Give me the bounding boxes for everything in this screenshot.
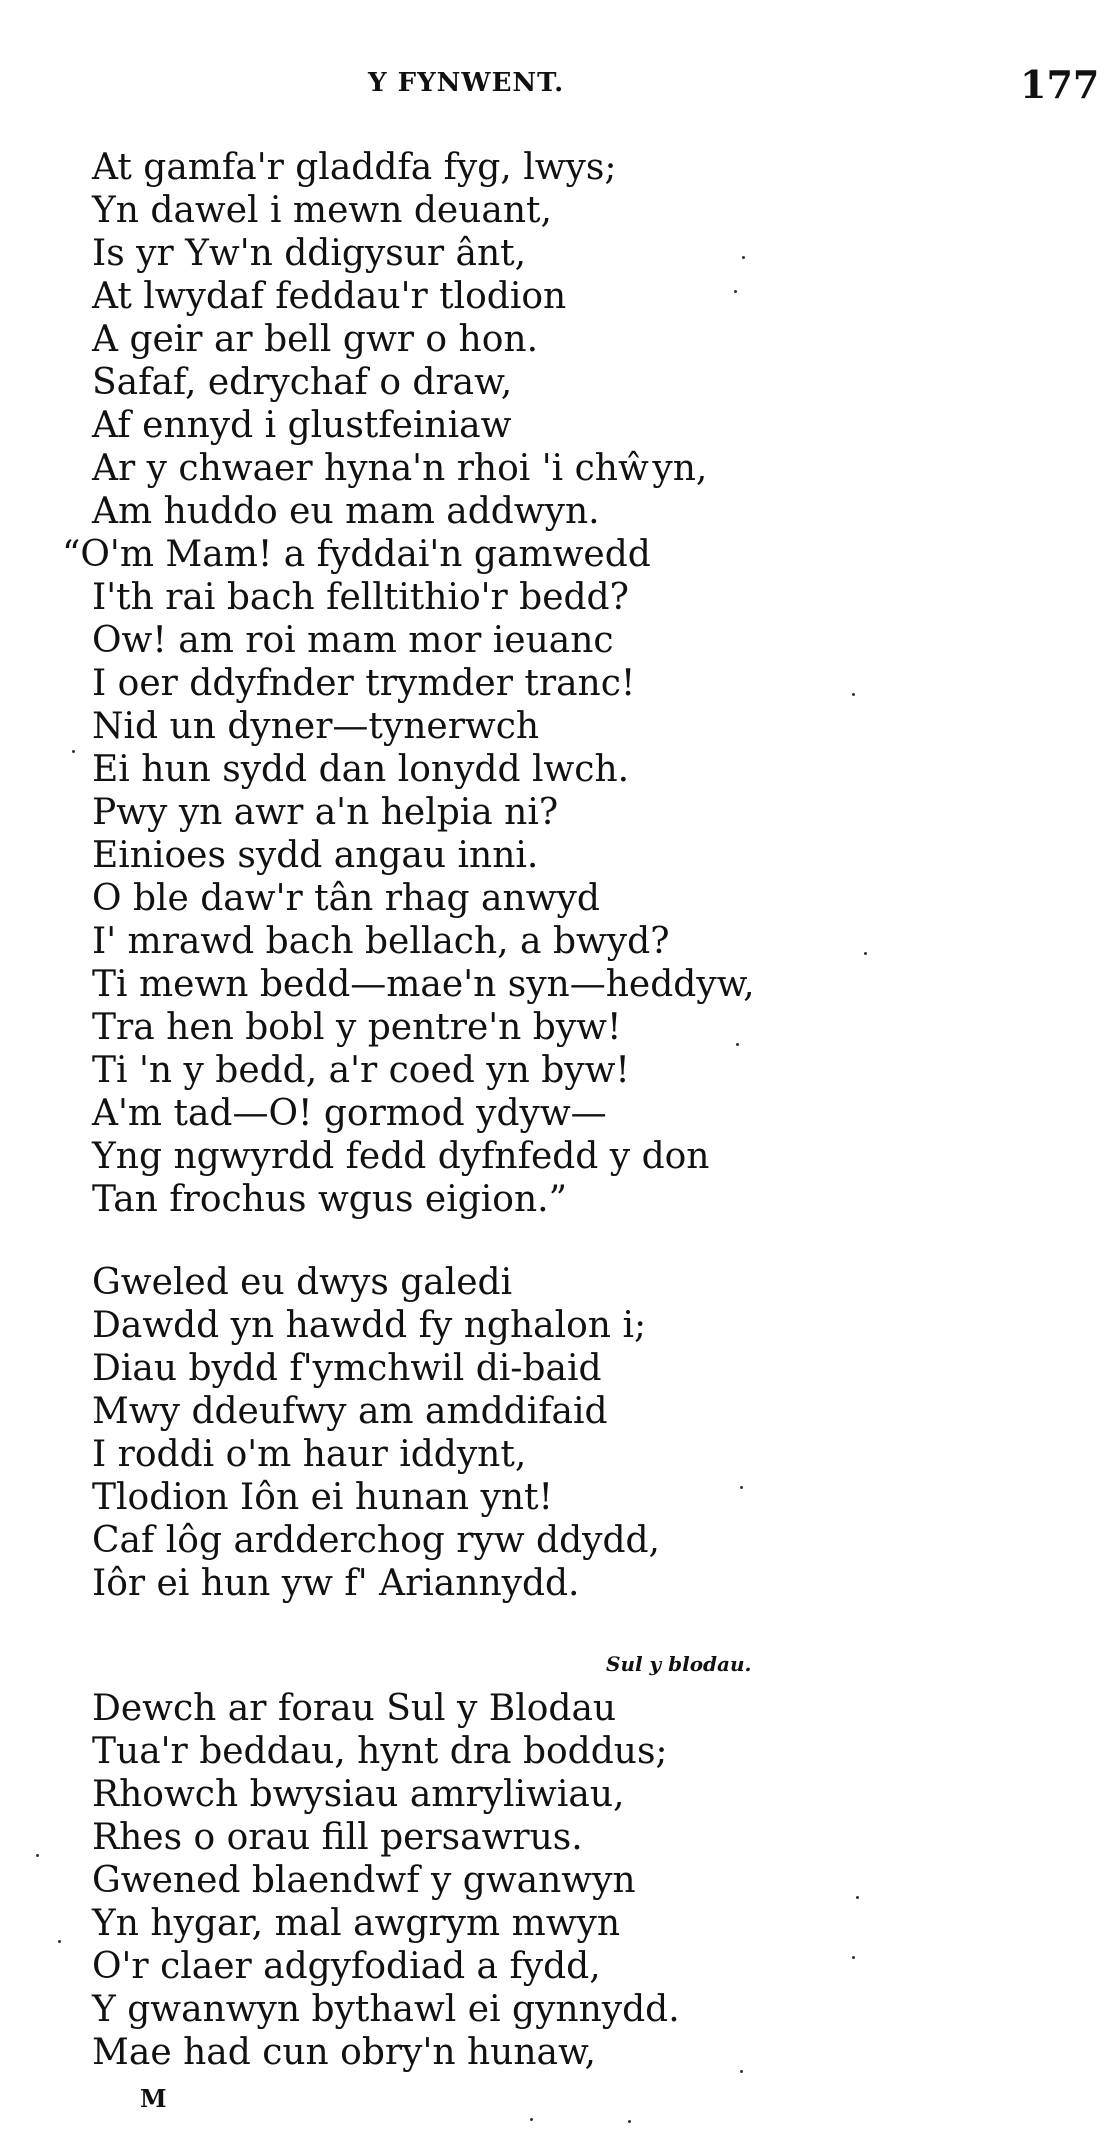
verse-line: Yn hygar, mal awgrym mwyn: [92, 1903, 621, 1944]
verse-line: Tan frochus wgus eigion.”: [92, 1179, 568, 1220]
verse-line: Dewch ar forau Sul y Blodau: [92, 1688, 617, 1729]
print-speck: [734, 290, 737, 293]
signature-mark: M: [140, 2084, 167, 2113]
verse-line: Caf lôg ardderchog ryw ddydd,: [92, 1520, 661, 1561]
verse-line: At lwydaf feddau'r tlodion: [92, 276, 567, 317]
verse-line: Rhowch bwysiau amryliwiau,: [92, 1774, 625, 1815]
stanza-3: [92, 1687, 680, 2074]
print-speck: [36, 1854, 39, 1857]
print-speck: [852, 1956, 855, 1959]
verse-line: Gwened blaendwf y gwanwyn: [92, 1860, 636, 1901]
verse-line: Ti 'n y bedd, a'r coed yn byw!: [92, 1050, 630, 1091]
verse-line: Tlodion Iôn ei hunan ynt!: [92, 1477, 553, 1518]
page-number: 177: [1020, 62, 1100, 107]
print-speck: [58, 1940, 61, 1943]
stanza-2: [92, 1261, 660, 1605]
stanza-1: [62, 146, 755, 1221]
verse-line: Ti mewn bedd—mae'n syn—heddyw,: [92, 964, 755, 1005]
print-speck: [864, 952, 867, 955]
print-speck: [740, 1486, 743, 1489]
print-speck: [72, 750, 75, 753]
verse-line: Ei hun sydd dan lonydd lwch.: [92, 749, 630, 790]
verse-line: O ble daw'r tân rhag anwyd: [92, 878, 600, 919]
print-speck: [740, 2070, 743, 2073]
verse-line: Yn dawel i mewn deuant,: [92, 190, 552, 231]
print-speck: [530, 2118, 533, 2121]
verse-line: Iôr ei hun yw f' Ariannydd.: [92, 1563, 580, 1604]
print-speck: [628, 2120, 631, 2123]
verse-line: Tua'r beddau, hynt dra boddus;: [92, 1731, 668, 1772]
running-head: [0, 62, 1119, 107]
verse-line: A geir ar bell gwr o hon.: [92, 319, 539, 360]
verse-line: I roddi o'm haur iddynt,: [92, 1434, 527, 1475]
verse-line: I' mrawd bach bellach, a bwyd?: [92, 921, 670, 962]
verse-line: Safaf, edrychaf o draw,: [92, 362, 513, 403]
verse-line: Mwy ddeufwy am amddifaid: [92, 1391, 608, 1432]
verse-line: Tra hen bobl y pentre'n byw!: [92, 1007, 622, 1048]
verse-line: At gamfa'r gladdfa fyg, lwys;: [92, 147, 617, 188]
verse-line: Gweled eu dwys galedi: [92, 1262, 513, 1303]
verse-line: Mae had cun obry'n hunaw,: [92, 2032, 596, 2073]
print-speck: [852, 693, 855, 696]
verse-line: Is yr Yw'n ddigysur ânt,: [92, 233, 527, 274]
verse-line: Dawdd yn hawdd fy nghalon i;: [92, 1305, 647, 1346]
verse-line: “O'm Mam! a fyddai'n gamwedd: [62, 534, 651, 575]
print-speck: [742, 256, 745, 259]
verse-line: Diau bydd f'ymchwil di-baid: [92, 1348, 602, 1389]
verse-line: Rhes o orau fill persawrus.: [92, 1817, 583, 1858]
verse-line: Ow! am roi mam mor ieuanc: [92, 620, 614, 661]
verse-line: I'th rai bach felltithio'r bedd?: [92, 577, 629, 618]
verse-line: A'm tad—O! gormod ydyw—: [92, 1093, 607, 1134]
running-title: Y FYNWENT.: [368, 68, 565, 98]
verse-line: Am huddo eu mam addwyn.: [92, 491, 600, 532]
print-speck: [856, 1896, 859, 1899]
print-speck: [736, 1043, 739, 1046]
verse-line: I oer ddyfnder trymder tranc!: [92, 663, 636, 704]
verse-line: Einioes sydd angau inni.: [92, 835, 539, 876]
verse-line: Ar y chwaer hyna'n rhoi 'i chŵyn,: [92, 448, 708, 489]
verse-line: Y gwanwyn bythawl ei gynnydd.: [92, 1989, 680, 2030]
verse-line: Nid un dyner—tynerwch: [92, 706, 540, 747]
verse-line: Yng ngwyrdd fedd dyfnfedd y don: [92, 1136, 710, 1177]
verse-line: O'r claer adgyfodiad a fydd,: [92, 1946, 601, 1987]
verse-line: Pwy yn awr a'n helpia ni?: [92, 792, 559, 833]
verse-line: Af ennyd i glustfeiniaw: [92, 405, 512, 446]
section-heading: Sul y blodau.: [606, 1652, 752, 1676]
